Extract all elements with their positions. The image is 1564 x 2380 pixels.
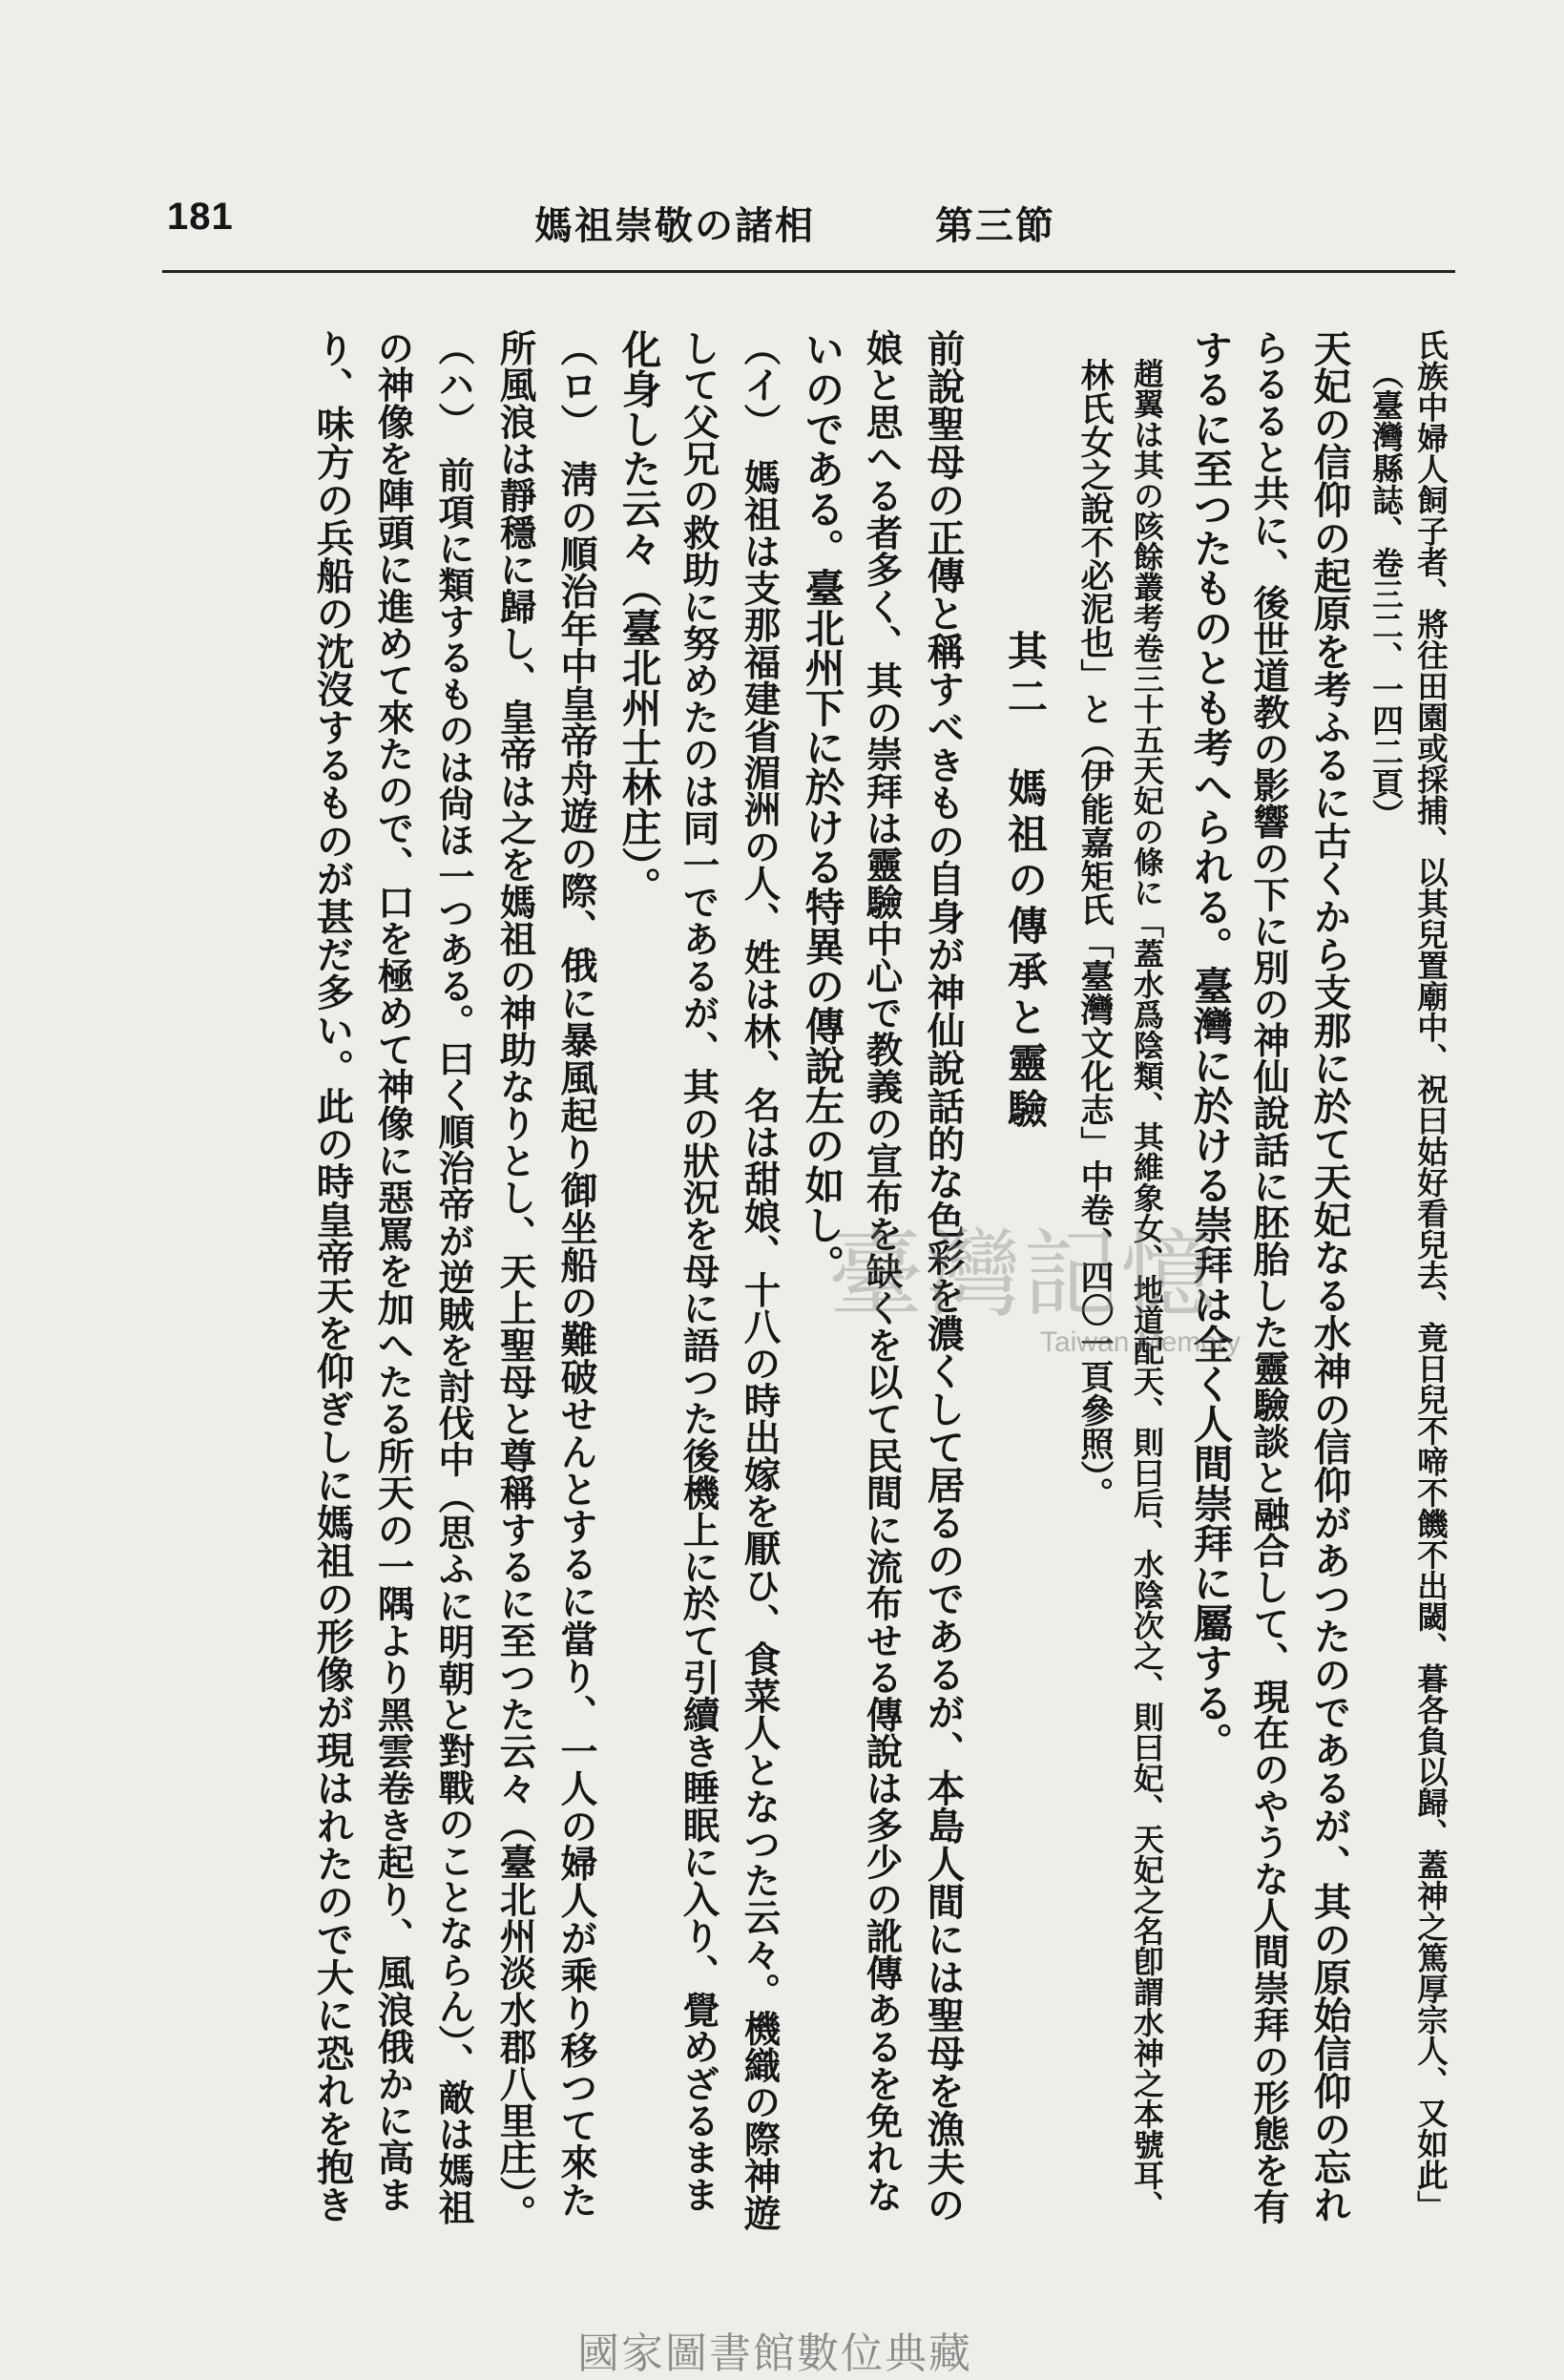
text-column: り、味方の兵船の沈沒するものが甚だ多い。此の時皇帝天を仰ぎしに媽祖の形像が現はれたので大に恐れを抱き bbox=[310, 329, 355, 2223]
text-column: 所風浪は靜穩に歸し、皇帝は之を媽祖の神助なりとし、天上聖母と尊稱するに至つた云々（臺北州淡水郡八里庄）。 bbox=[493, 329, 537, 2232]
running-head bbox=[534, 196, 1107, 248]
text-column: （ハ） 前項に類するものは尙ほ一つある。曰く順治帝が逆賊を討伐中（思ふに明朝と對戰のことならん）、敵は媽祖 bbox=[432, 329, 475, 2225]
quote-column: 氏族中婦人飼子者、將往田園或採捕、以其兒置廟中、祝曰姑好看兒去、竟日兒不啼不饑不出閾、暮各負以歸、蓋神之篤厚宗人、又如此」 bbox=[1412, 329, 1450, 2222]
text-column: するに至つたものとも考へられる。臺灣に於ける崇拜は全く人間崇拜に屬する。 bbox=[1186, 329, 1234, 1763]
text-column: 化身した云々（臺北州士林庄）。 bbox=[615, 329, 662, 907]
text-column: （ロ） 淸の順治年中皇帝舟遊の際、俄に暴風起り御坐船の難破せんとするに當り、一人の婦人が乘り移つて來た bbox=[554, 329, 598, 2219]
text-column: して父兄の救助に努めたのは同一であるが、其の狀況を母に語つた後機上に於て引續き睡眠に入り、覺めざるまま bbox=[677, 329, 720, 2213]
text-column: いのである。臺北州下に於ける特異の傳說左の如し。 bbox=[798, 329, 845, 1284]
text-column: の神像を陣頭に進めて來たので、口を極めて神像に惡罵を加へたる所天の一隅より黑雲卷き起り、風浪俄かに高ま bbox=[371, 329, 415, 2213]
note-column: 林氏女之說不必泥也」と（伊能嘉矩氏「臺灣文化志」中卷、四〇一頁參照）。 bbox=[1075, 358, 1115, 1511]
note-column: 趙翼は其の陔餘叢考卷三十五天妃の條に「蓋水爲陰類、其維象女、地道配天、則曰后、水陰次之、則曰妃、天妃之名卽謂水神之本號耳、 bbox=[1129, 358, 1165, 2221]
section-heading: 其二 媽祖の傳承と靈驗 bbox=[1002, 630, 1049, 1134]
watermark-subtitle: Taiwan Memory bbox=[1040, 1326, 1241, 1358]
running-head-section: 第三節 bbox=[935, 203, 1055, 248]
text-column: （イ） 媽祖は支那福建省湄洲の人、姓は林、名は甜娘、十八の時出嫁を厭ひ、食菜人となつた云々。機織の際神遊 bbox=[738, 329, 782, 2232]
running-head-title: 媽祖崇敬の諸相 bbox=[534, 203, 815, 248]
page-number: 181 bbox=[167, 196, 234, 238]
watermark-logo: 臺灣記憶 bbox=[828, 1219, 1218, 1330]
text-column: 娘と思へる者多く、其の崇拜は靈驗中心で教義の宣布を缺くを以て民間に流布せる傳說は多少の訛傳あるを免れな bbox=[860, 329, 904, 2213]
text-column: 天妃の信仰の起原を考ふるに古くから支那に於て天妃なる水神の信仰があつたのであるが、其の原始信仰の忘れ bbox=[1307, 329, 1352, 2223]
text-column: らるると共に、後世道教の影響の下に別の神仙說話に胚胎した靈驗談と融合して、現在のやうな人間崇拜の形態を有 bbox=[1247, 329, 1290, 2225]
text-column: 前說聖母の正傳と稱すべきもの自身が神仙說話的な色彩を濃くして居るのであるが、本島人間には聖母を漁夫の bbox=[921, 329, 966, 2223]
header-rule bbox=[162, 270, 1455, 273]
archive-footer: 國家圖書館數位典藏 bbox=[577, 2329, 972, 2378]
citation-column: （臺灣縣誌、卷三二、一四二頁） bbox=[1367, 358, 1405, 830]
